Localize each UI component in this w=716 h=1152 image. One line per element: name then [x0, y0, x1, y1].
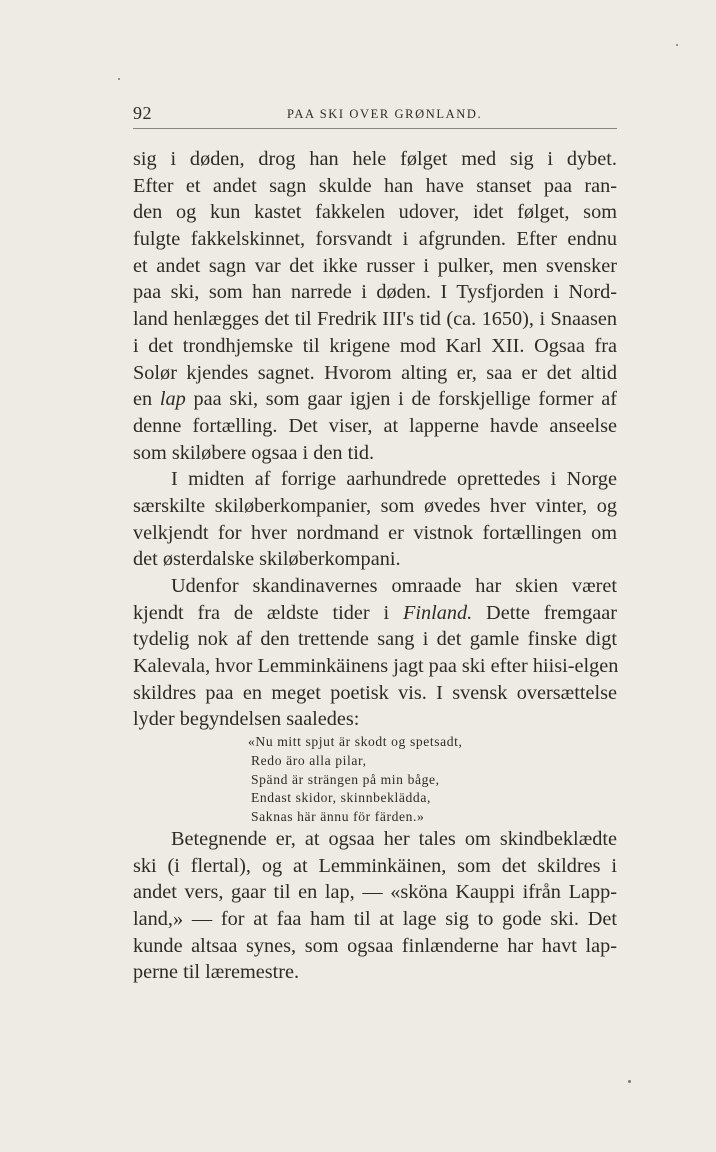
- text-line-with-italic: [133, 600, 617, 627]
- paper-speck: [676, 44, 678, 46]
- text-segment: kjendt fra de ældste tider i: [133, 601, 403, 624]
- italic-term-lap: lap: [159, 388, 186, 411]
- text-line-with-italic: [133, 386, 617, 413]
- page-number: 92: [133, 103, 152, 123]
- paper-speck: [628, 1080, 631, 1083]
- text-line: i det trondhjemske til krigene mod Karl XII. Ogsaa fra: [133, 334, 617, 357]
- text-segment: en: [133, 388, 160, 411]
- text-line: denne fortælling. Det viser, at lapperne havde anseelse: [133, 414, 617, 437]
- poem-line: Saknas här ännu för färden.»: [251, 809, 425, 825]
- text-line: sig i døden, drog han hele følget med sig i dybet.: [133, 148, 617, 170]
- text-line: ski (i flertal), og at Lemminkäinen, som det skildres i: [133, 854, 617, 877]
- text-line: Solør kjendes sagnet. Hvorom alting er, saa er det altid: [133, 361, 617, 384]
- text-line: land henlægges det til Fredrik III's tid (ca. 1650), i Snaasen: [133, 308, 617, 331]
- text-line: Kalevala, hvor Lemminkäinens jagt paa ski efter hiisi-elgen: [133, 655, 619, 678]
- text-line: Efter et andet sagn skulde han have stanset paa ran-: [133, 174, 617, 197]
- poem-line: Redo äro alla pilar,: [251, 752, 367, 768]
- italic-term-finland: Finland.: [402, 601, 473, 624]
- text-line: andet vers, gaar til en lap, — «sköna Kauppi ifrån Lapp-: [133, 881, 617, 904]
- text-line: som skiløbere ogsaa i den tid.: [133, 441, 375, 464]
- paragraph-first-line: I midten af forrige aarhundrede oprettedes i Norge: [171, 468, 617, 491]
- poem-line: «Nu mitt spjut är skodt og spetsadt,: [248, 734, 463, 749]
- text-segment: paa ski, som gaar igjen i de forskjellige former af: [185, 388, 617, 411]
- text-line: den og kun kastet fakkelen udover, idet følget, som: [133, 201, 617, 224]
- text-line: paa ski, som han narrede i døden. I Tysfjorden i Nord-: [133, 281, 617, 304]
- paragraph-first-line: Betegnende er, at ogsaa her tales om skindbeklædte: [171, 828, 617, 850]
- text-line: land,» — for at faa ham til at lage sig to gode ski. Det: [133, 908, 617, 931]
- page-header: [133, 103, 617, 127]
- text-line: skildres paa en meget poetisk vis. I svensk oversættelse: [133, 681, 617, 704]
- text-line: fulgte fakkelskinnet, forsvandt i afgrunden. Efter endnu: [133, 228, 617, 251]
- paper-speck: [118, 78, 120, 80]
- text-line: tydelig nok af den trettende sang i det gamle finske digt: [133, 628, 617, 651]
- text-line: et andet sagn var det ikke russer i pulker, men svensker: [133, 254, 617, 277]
- text-line: kunde altsaa synes, som ogsaa finlænderne har havt lap-: [133, 934, 617, 957]
- paragraph-first-line: Udenfor skandinavernes omraade har skien været: [171, 575, 617, 597]
- text-segment: Dette fremgaar: [472, 601, 617, 624]
- text-line: det østerdalske skiløberkompani.: [133, 548, 401, 571]
- poem-quote: [248, 733, 463, 827]
- text-line: perne til læremestre.: [133, 961, 300, 984]
- closing-paragraph: [133, 826, 617, 986]
- poem-line: Endast skidor, skinnbeklädda,: [251, 790, 431, 806]
- header-rule: [133, 128, 617, 129]
- poem-line: Spänd är strängen på min båge,: [251, 771, 440, 787]
- text-line: særskilte skiløberkompanier, som øvedes hver vinter, og: [133, 494, 617, 517]
- running-head: PAA SKI OVER GRØNLAND.: [287, 107, 483, 121]
- text-line: velkjendt for hver nordmand er vistnok fortællingen om: [133, 521, 617, 544]
- main-text-block: [133, 146, 617, 733]
- text-line: lyder begyndelsen saaledes:: [133, 708, 360, 731]
